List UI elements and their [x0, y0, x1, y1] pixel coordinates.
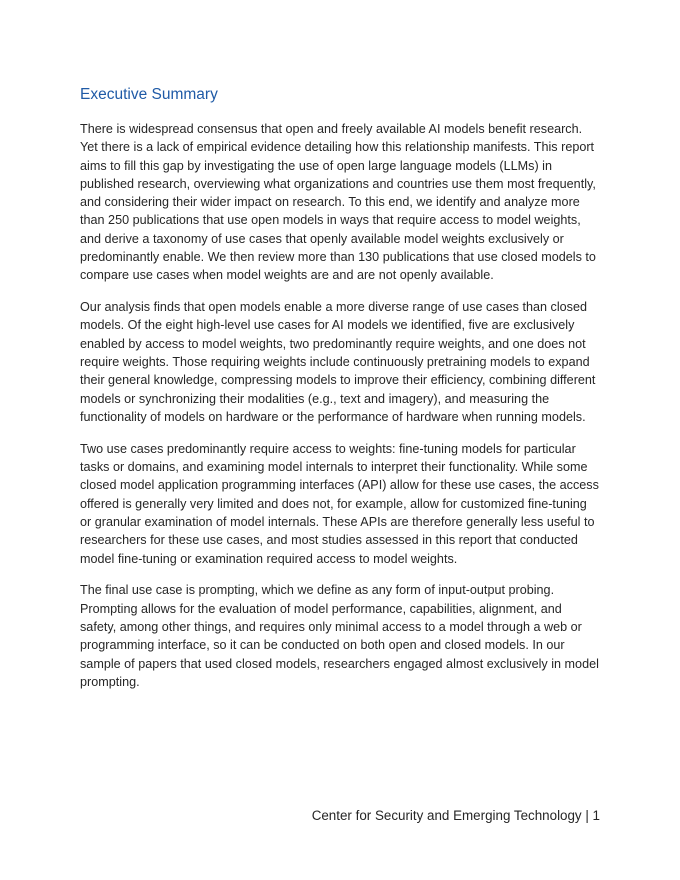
paragraph-3: Two use cases predominantly require access to weights: fine-tuning models for particular tasks or domains, and examining model internals to interpret their functionality. While some closed model application programming interfaces (API) allow for these use cases, the access offered is generally very limited and does not, for example, allow for customized fine-tuning or granular examination of model internals. These APIs are therefore generally less useful to researchers for these use cases, and most studies assessed in this report that conducted model fine-tuning or examination required access to model weights. — [80, 441, 599, 566]
paragraph-1: There is widespread consensus that open and freely available AI models benefit research. Yet there is a lack of empirical evidence detailing how this relationship manifests. This report aims to fill this gap by investigating the use of open large language models (LLMs) in published research, overviewing what organizations and countries use them most frequently, and considering their wider impact on research. To this end, we identify and analyze more than 250 publications that use open models in ways that require access to model weights, and derive a taxonomy of use cases that openly available model weights exclusively or predominantly enable. We then review more than 130 publications that use closed models to compare use cases when model weights are and are not openly available. — [80, 122, 596, 283]
page-footer: Center for Security and Emerging Technology | 1 — [311, 808, 600, 823]
document-body — [80, 84, 600, 705]
section-heading: Executive Summary — [80, 86, 218, 103]
paragraph-4: The final use case is prompting, which we define as any form of input-output probing. Prompting allows for the evaluation of model performance, capabilities, alignment, and safety, among other things, and requires only minimal access to a model through a web or programming interface, so it can be conducted on both open and closed models. In our sample of papers that used closed models, researchers engaged almost exclusively in model prompting. — [80, 583, 599, 689]
paragraph-2: Our analysis finds that open models enable a more diverse range of use cases than closed models. Of the eight high-level use cases for AI models we identified, five are exclusively enabled by access to model weights, two predominantly require weights, and one does not require weights. Those requiring weights include continuously pretraining models to expand their general knowledge, compressing models to improve their efficiency, combining different models or synchronizing their modalities (e.g., text and imagery), and measuring the functionality of models on hardware or the performance of hardware when running models. — [80, 300, 596, 424]
